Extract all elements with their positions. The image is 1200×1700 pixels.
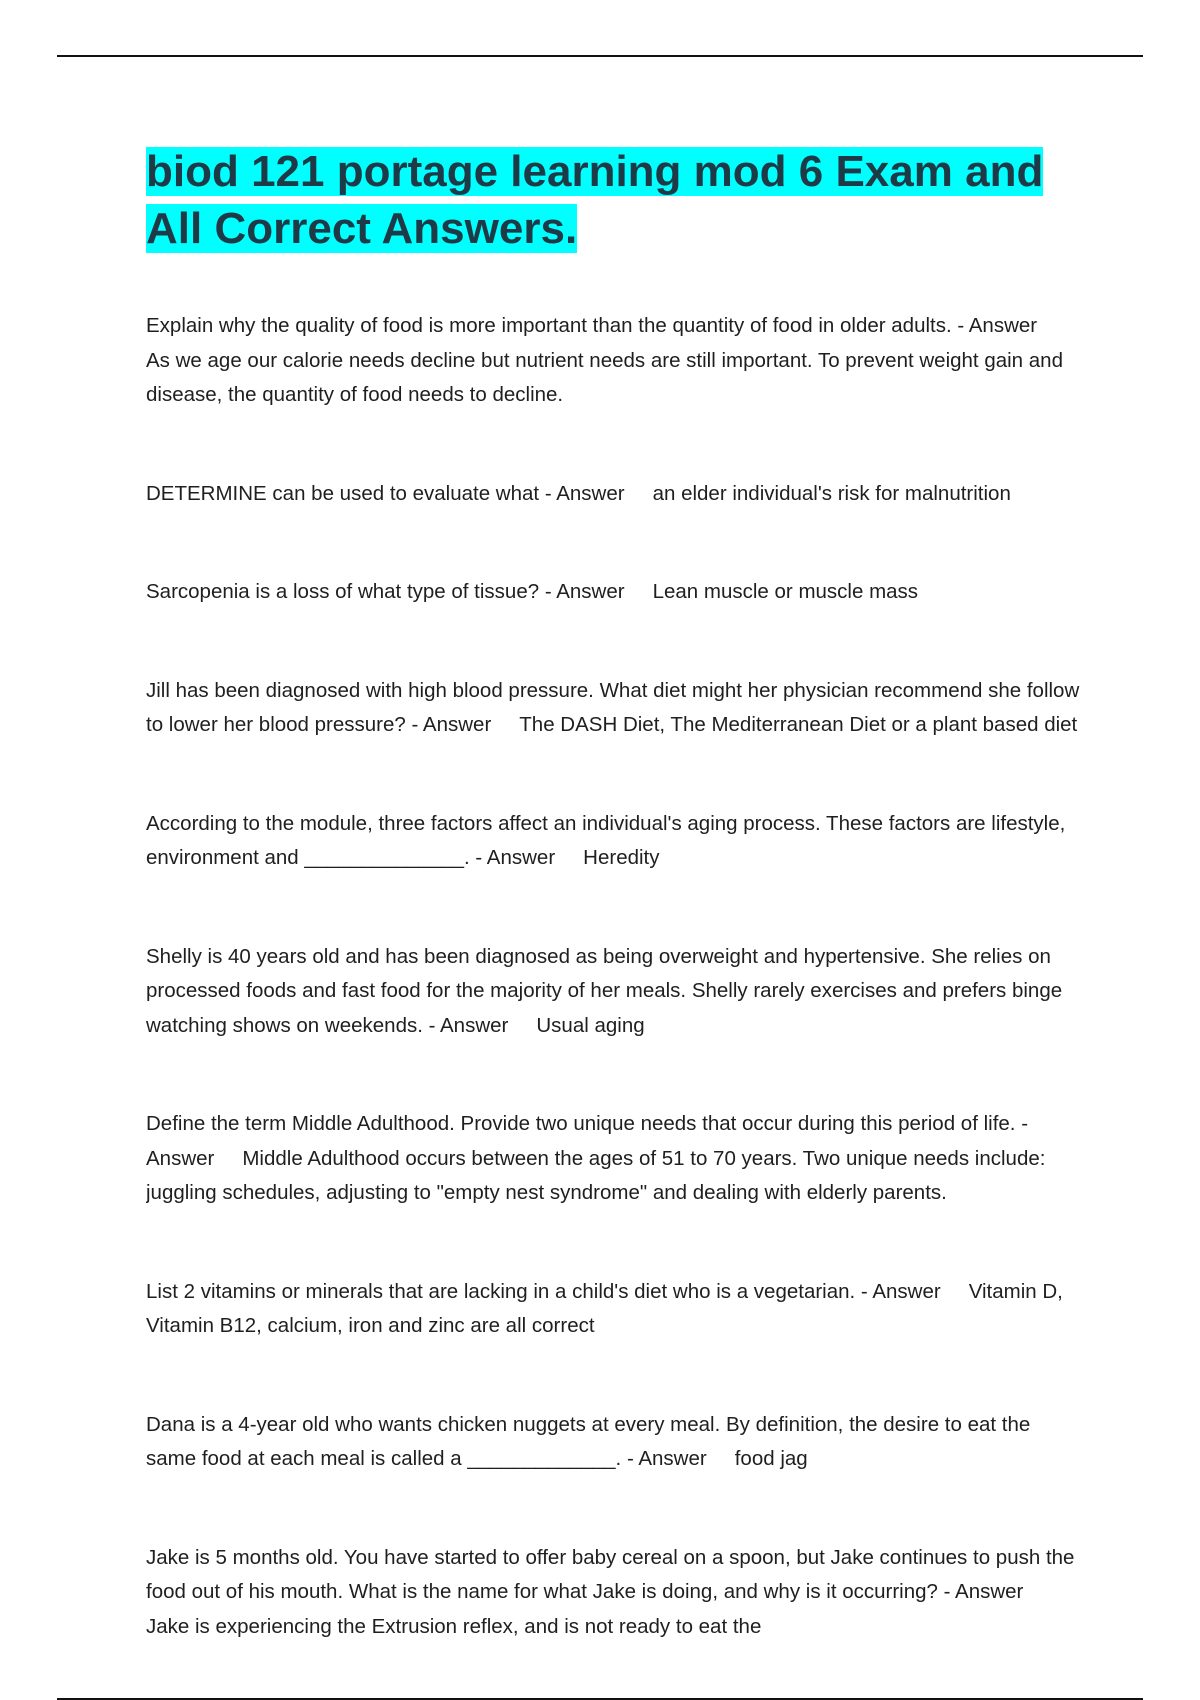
question-text: Shelly is 40 years old and has been diagnosed as being overweight and hypertensive. She relies on processed foods and fast food for the majority of her meals. Shelly rarely exercises and prefers binge watching shows on weekends. <box>146 944 1063 1037</box>
qa-item-3 <box>146 575 1086 610</box>
question-text: Dana is a 4-year old who wants chicken nuggets at every meal. By definition, the desire to eat the same food at each meal is called a _____________. <box>146 1412 1031 1470</box>
question-text: DETERMINE can be used to evaluate what <box>146 481 540 505</box>
answer-text: Middle Adulthood occurs between the ages of 51 to 70 years. Two unique needs include: juggling schedules, adjusting to "empty nest syndrome" and dealing with elderly parents. <box>146 1146 1046 1204</box>
answer-label: - Answer <box>937 1580 1024 1603</box>
question-text: List 2 vitamins or minerals that are lacking in a child's diet who is a vegetarian. <box>146 1279 856 1303</box>
document-page <box>146 143 1086 1700</box>
question-text: Jill has been diagnosed with high blood pressure. What diet might her physician recommend she follow to lower her blood pressure? <box>146 678 1080 736</box>
qa-item-5 <box>146 807 1086 876</box>
answer-text: Heredity <box>583 846 660 869</box>
qa-item-4 <box>146 674 1086 743</box>
answer-text: As we age our calorie needs decline but nutrient needs are still important. To prevent weight gain and disease, the quantity of food needs to decline. <box>146 348 1063 406</box>
question-text: Jake is 5 months old. You have started to offer baby cereal on a spoon, but Jake continues to push the food out of his mouth. What is the name for what Jake is doing, and why is it occurring? <box>146 1545 1075 1603</box>
document-title <box>146 143 1086 257</box>
answer-label: - Answer <box>146 1112 1029 1170</box>
answer-label: - Answer <box>405 713 492 736</box>
qa-item-10 <box>146 1541 1086 1645</box>
question-text: Define the term Middle Adulthood. Provide two unique needs that occur during this period of life. <box>146 1112 1016 1135</box>
answer-label: - Answer <box>422 1013 509 1037</box>
qa-item-2 <box>146 477 1086 512</box>
header-rule <box>57 55 1143 57</box>
answer-label: - Answer <box>951 314 1038 337</box>
answer-text: Usual aging <box>536 1013 645 1037</box>
question-text: Sarcopenia is a loss of what type of tissue? <box>146 580 540 603</box>
answer-text: Vitamin D, Vitamin B12, calcium, iron and zinc are all correct <box>146 1279 1063 1337</box>
qa-item-6 <box>146 940 1086 1044</box>
answer-label: - Answer <box>469 846 556 869</box>
qa-item-8 <box>146 1275 1086 1344</box>
answer-text: food jag <box>734 1447 808 1470</box>
answer-text: Lean muscle or muscle mass <box>652 580 919 603</box>
answer-label: - Answer <box>539 481 625 505</box>
question-text: According to the module, three factors affect an individual's aging process. These factors are lifestyle, environment and ______________. <box>146 811 1066 869</box>
question-text: Explain why the quality of food is more important than the quantity of food in older adults. <box>146 314 952 337</box>
answer-text: Jake is experiencing the Extrusion reflex, and is not ready to eat the <box>146 1614 762 1638</box>
qa-item-9 <box>146 1408 1086 1477</box>
qa-item-1 <box>146 309 1086 413</box>
answer-label: - Answer <box>621 1447 707 1470</box>
answer-text: an elder individual's risk for malnutrition <box>652 481 1011 505</box>
qa-item-7 <box>146 1107 1086 1211</box>
answer-label: - Answer <box>539 580 625 603</box>
answer-label: - Answer <box>855 1279 941 1303</box>
title-highlight: biod 121 portage learning mod 6 Exam and All Correct Answers. <box>146 147 1044 253</box>
answer-text: The DASH Diet, The Mediterranean Diet or a plant based diet <box>519 713 1078 736</box>
